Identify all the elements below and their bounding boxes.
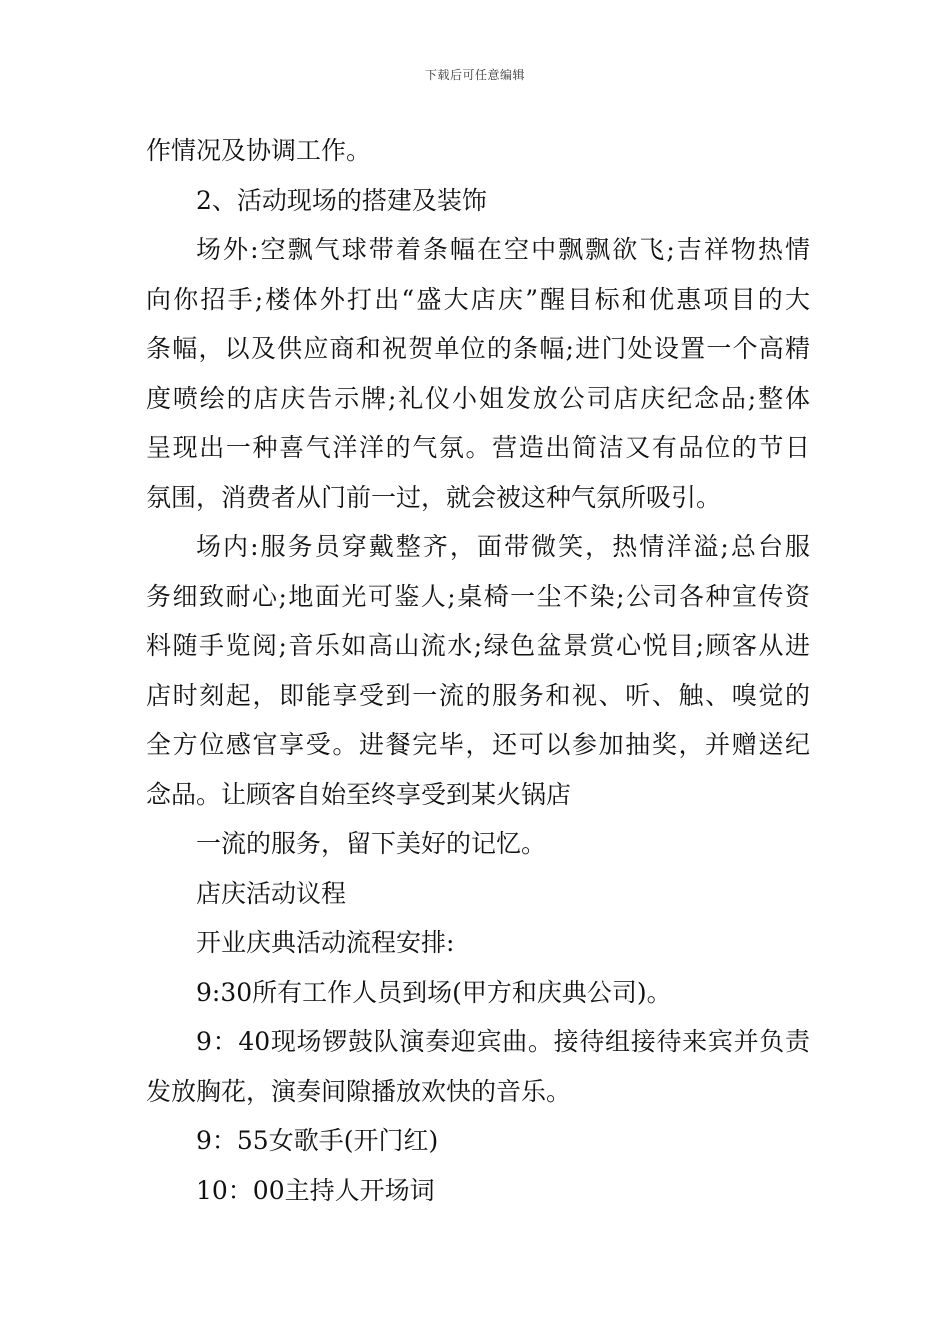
paragraph-line: 氛围，消费者从门前一过，就会被这种气氛所吸引。 bbox=[146, 482, 722, 512]
paragraph-line: 开业庆典活动流程安排: bbox=[196, 928, 455, 957]
paragraph-line: 念品。让顾客自始至终享受到某火锅店 bbox=[146, 779, 572, 809]
paragraph-line: 向你招手;楼体外打出“盛大店庆”醒目标和优惠项目的大 bbox=[146, 284, 810, 314]
paragraph-line: 料随手览阅;音乐如高山流水;绿色盆景赏心悦目;顾客从进 bbox=[146, 631, 810, 660]
schedule-item-continued: 发放胸花，演奏间隙播放欢快的音乐。 bbox=[146, 1076, 572, 1106]
schedule-item: 9:30所有工作人员到场(甲方和庆典公司)。 bbox=[196, 977, 672, 1007]
schedule-item: 10：00主持人开场词 bbox=[196, 1175, 435, 1205]
paragraph-line: 务细致耐心;地面光可鉴人;桌椅一尘不染;公司各种宣传资 bbox=[146, 581, 810, 611]
schedule-item: 9：55女歌手(开门红) bbox=[196, 1126, 439, 1155]
paragraph-line: 全方位感官享受。进餐完毕，还可以参加抽奖，并赠送纪 bbox=[146, 730, 810, 759]
section-heading: 店庆活动议程 bbox=[196, 878, 347, 908]
section-heading: 2、活动现场的搭建及装饰 bbox=[196, 185, 487, 215]
schedule-item: 9：40现场锣鼓队演奏迎宾曲。接待组接待来宾并负责 bbox=[196, 1027, 810, 1056]
header-note: 下载后可任意编辑 bbox=[424, 68, 525, 82]
paragraph-line: 条幅，以及供应商和祝贺单位的条幅;进门处设置一个高精 bbox=[146, 334, 810, 363]
paragraph-line: 作情况及协调工作。 bbox=[146, 136, 372, 165]
paragraph-line: 场内:服务员穿戴整齐，面带微笑，热情洋溢;总台服 bbox=[196, 532, 810, 561]
paragraph-line: 场外:空飘气球带着条幅在空中飘飘欲飞;吉祥物热情 bbox=[196, 235, 810, 264]
paragraph-line: 呈现出一种喜气洋洋的气氛。营造出简洁又有品位的节日 bbox=[146, 433, 810, 462]
paragraph-line: 一流的服务，留下美好的记忆。 bbox=[196, 829, 547, 858]
paragraph-line: 度喷绘的店庆告示牌;礼仪小姐发放公司店庆纪念品;整体 bbox=[146, 383, 810, 413]
body-text bbox=[146, 126, 810, 1215]
paragraph-line: 店时刻起，即能享受到一流的服务和视、听、触、嗅觉的 bbox=[146, 680, 810, 710]
